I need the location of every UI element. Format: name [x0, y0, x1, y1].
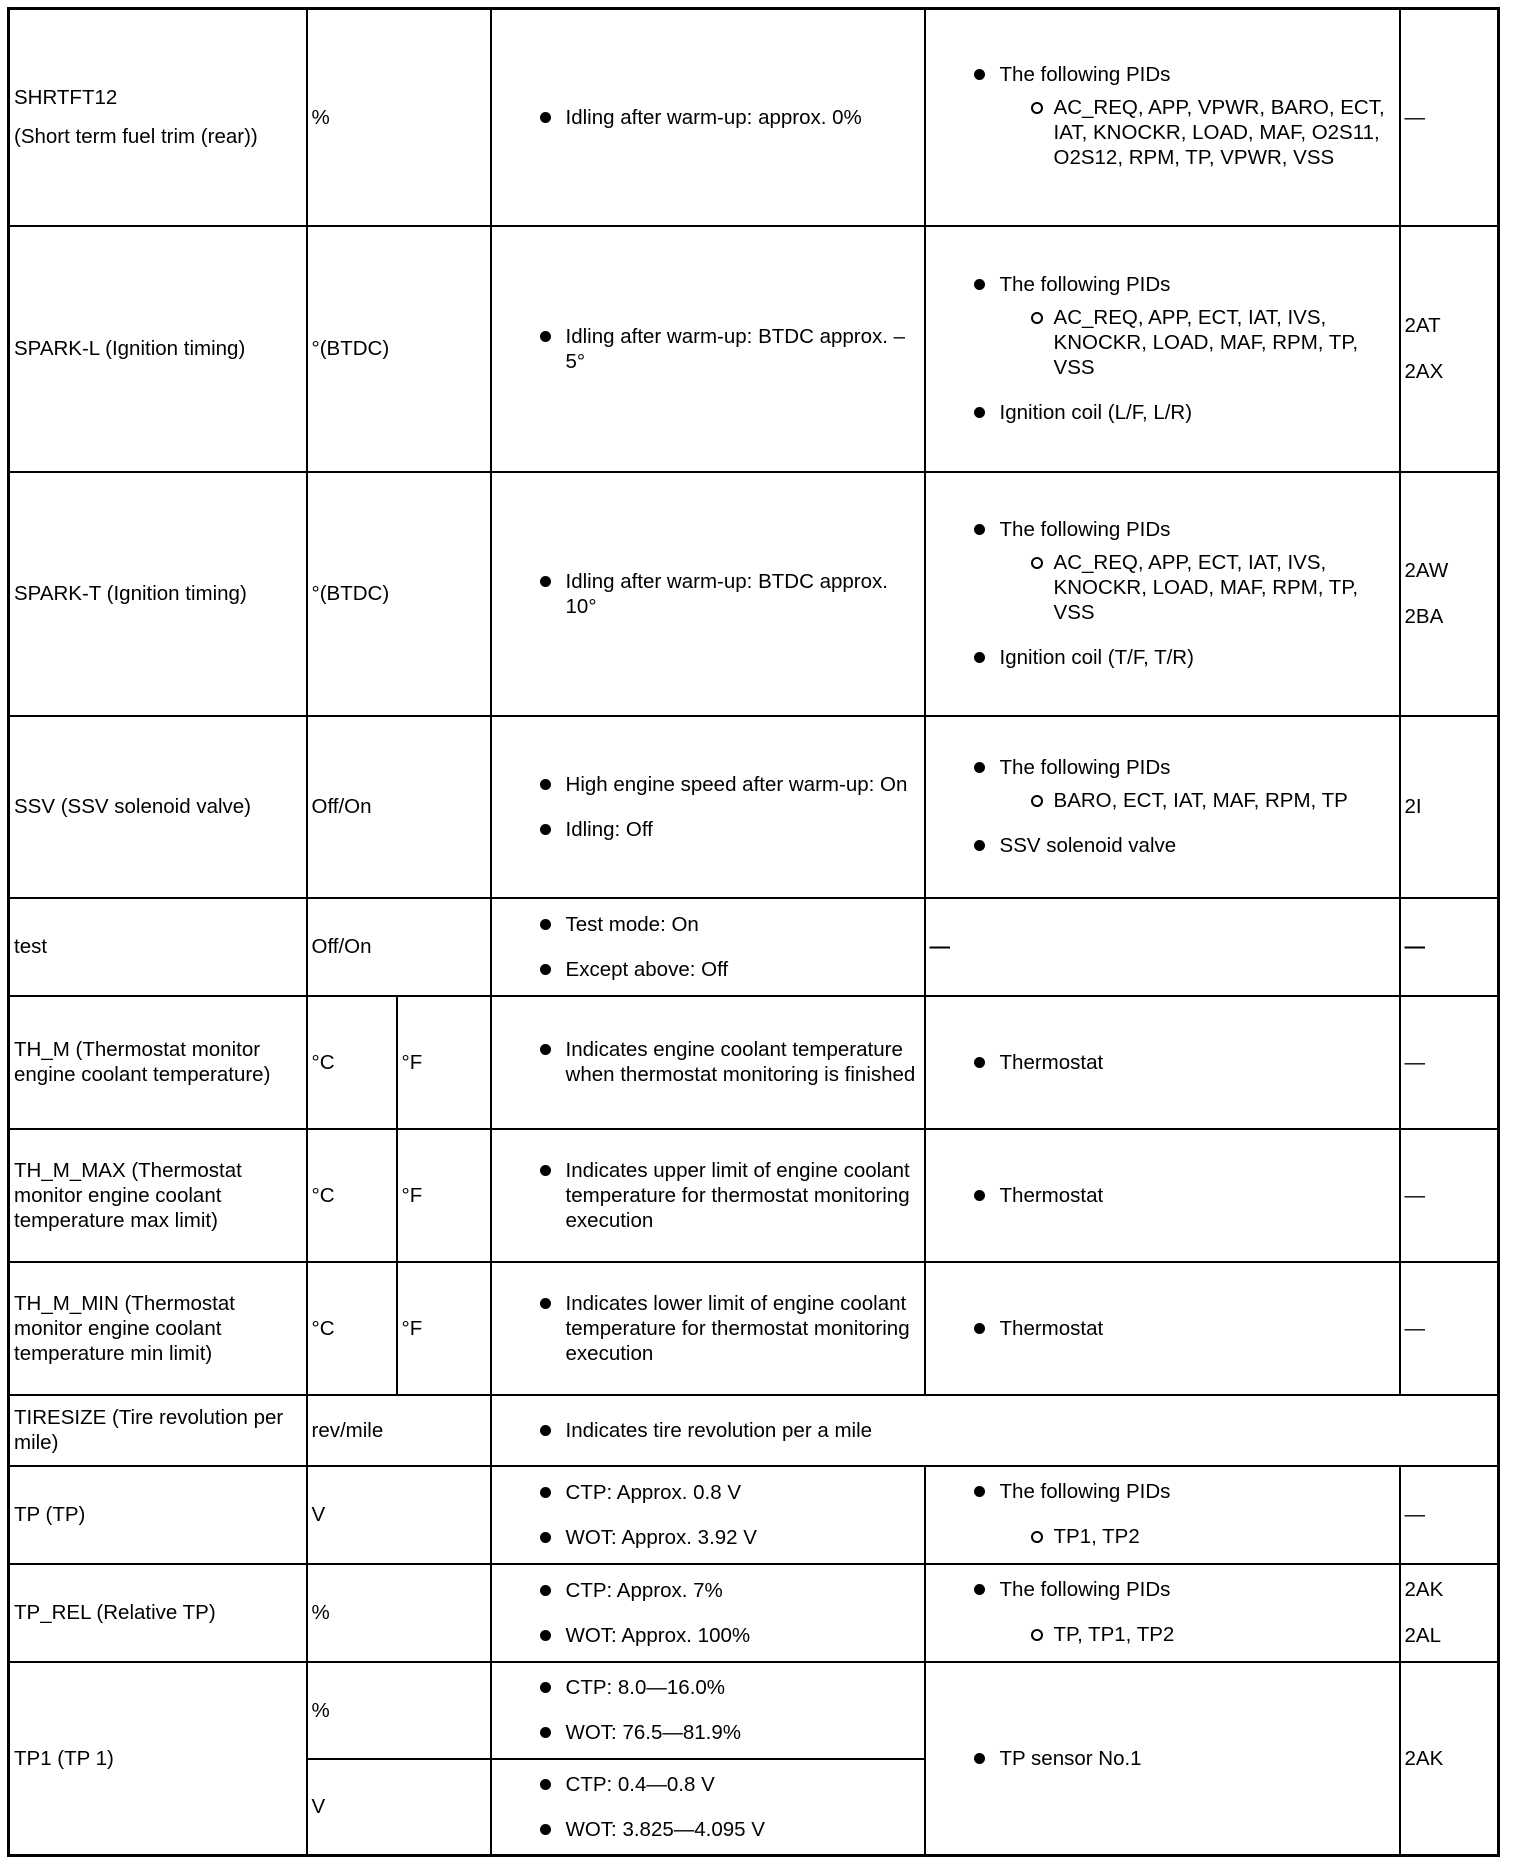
related-item: Ignition coil (L/F, L/R): [930, 400, 1395, 425]
pid-name: TH_M_MIN (Thermostat monitor engine coolant temperature min limit): [9, 1262, 307, 1395]
related-item: Ignition coil (T/F, T/R): [930, 645, 1395, 670]
condition-item: Indicates engine coolant temperature when thermostat monitoring is finished: [496, 1037, 920, 1087]
related-item: Thermostat: [930, 1183, 1395, 1208]
condition-item: Indicates tire revolution per a mile: [496, 1418, 1494, 1443]
condition-cell: [491, 1564, 925, 1662]
condition-cell: [491, 996, 925, 1129]
related-item: SSV solenoid valve: [930, 833, 1395, 858]
table-row: [9, 1129, 1499, 1262]
pid-name: TH_M_MAX (Thermostat monitor engine coolant temperature max limit): [9, 1129, 307, 1262]
reference-cell: —: [1400, 9, 1499, 226]
unit-cell: V: [307, 1759, 491, 1856]
condition-cell: [491, 1262, 925, 1395]
pid-name: SHRTFT12: [14, 86, 118, 110]
condition-item: WOT: Approx. 100%: [496, 1623, 920, 1648]
condition-cell: [491, 1395, 1499, 1466]
condition-item: WOT: 76.5—81.9%: [496, 1720, 920, 1745]
reference-code: 2AL: [1404, 1624, 1441, 1647]
reference-code: 2AX: [1404, 360, 1444, 383]
condition-cell: [491, 226, 925, 472]
related-subitem: AC_REQ, APP, ECT, IAT, IVS, KNOCKR, LOAD, MAF, RPM, TP, VSS: [930, 305, 1395, 380]
related-cell: [925, 1564, 1400, 1662]
pid-description: (Short term fuel trim (rear)): [14, 125, 258, 149]
condition-item: CTP: 8.0—16.0%: [496, 1675, 920, 1700]
related-subitem: TP, TP1, TP2: [930, 1622, 1395, 1647]
table-row: [9, 472, 1499, 716]
related-item: The following PIDs: [930, 1577, 1395, 1602]
related-cell: —: [925, 898, 1400, 996]
unit-fahrenheit-cell: °F: [397, 996, 491, 1129]
reference-cell: [1400, 226, 1499, 472]
related-subitem: TP1, TP2: [930, 1524, 1395, 1549]
related-cell: [925, 1466, 1400, 1564]
unit-cell: %: [307, 1662, 491, 1759]
unit-cell: %: [307, 1564, 491, 1662]
condition-item: Idling after warm-up: BTDC approx. 10°: [496, 569, 920, 619]
reference-cell: —: [1400, 1262, 1499, 1395]
related-subitem: AC_REQ, APP, VPWR, BARO, ECT, IAT, KNOCKR, LOAD, MAF, O2S11, O2S12, RPM, TP, VPWR, VSS: [930, 95, 1395, 170]
condition-cell: [491, 9, 925, 226]
reference-code: 2AT: [1404, 314, 1441, 337]
pid-table: [7, 7, 1500, 1857]
reference-cell: 2AK: [1400, 1662, 1499, 1856]
related-item: The following PIDs: [930, 755, 1395, 780]
unit-celsius-cell: °C: [307, 1262, 397, 1395]
reference-cell: —: [1400, 1129, 1499, 1262]
unit-cell: °(BTDC): [307, 472, 491, 716]
related-cell: [925, 226, 1400, 472]
condition-cell: [491, 1662, 925, 1759]
pid-name-cell: [9, 9, 307, 226]
pid-name: TP_REL (Relative TP): [9, 1564, 307, 1662]
table-row: [9, 1564, 1499, 1662]
reference-code: 2AK: [1404, 1578, 1444, 1601]
table-row: [9, 1662, 1499, 1759]
unit-cell: V: [307, 1466, 491, 1564]
condition-cell: [491, 1759, 925, 1856]
condition-item: WOT: 3.825—4.095 V: [496, 1817, 920, 1842]
related-item: The following PIDs: [930, 272, 1395, 297]
pid-name: TP1 (TP 1): [9, 1662, 307, 1856]
unit-cell: %: [307, 9, 491, 226]
table-row: [9, 226, 1499, 472]
condition-item: Except above: Off: [496, 957, 920, 982]
related-cell: [925, 472, 1400, 716]
condition-item: CTP: Approx. 0.8 V: [496, 1480, 920, 1505]
condition-item: Indicates upper limit of engine coolant temperature for thermostat monitoring execution: [496, 1158, 920, 1233]
condition-cell: [491, 898, 925, 996]
condition-item: Indicates lower limit of engine coolant temperature for thermostat monitoring execution: [496, 1291, 920, 1366]
reference-cell: —: [1400, 898, 1499, 996]
related-subitem: AC_REQ, APP, ECT, IAT, IVS, KNOCKR, LOAD, MAF, RPM, TP, VSS: [930, 550, 1395, 625]
pid-name: TP (TP): [9, 1466, 307, 1564]
pid-name: SPARK-L (Ignition timing): [9, 226, 307, 472]
unit-celsius-cell: °C: [307, 996, 397, 1129]
condition-cell: [491, 716, 925, 898]
reference-cell: 2I: [1400, 716, 1499, 898]
pid-name: TH_M (Thermostat monitor engine coolant temperature): [9, 996, 307, 1129]
table-row: [9, 1262, 1499, 1395]
related-cell: [925, 1129, 1400, 1262]
reference-code: 2BA: [1404, 605, 1444, 628]
reference-cell: —: [1400, 1466, 1499, 1564]
condition-item: High engine speed after warm-up: On: [496, 772, 920, 797]
condition-cell: [491, 1129, 925, 1262]
reference-cell: —: [1400, 996, 1499, 1129]
table-row: [9, 996, 1499, 1129]
condition-item: Test mode: On: [496, 912, 920, 937]
pid-name: SPARK-T (Ignition timing): [9, 472, 307, 716]
reference-cell: [1400, 1564, 1499, 1662]
unit-cell: rev/mile: [307, 1395, 491, 1466]
table-row: [9, 9, 1499, 226]
related-item: TP sensor No.1: [930, 1746, 1395, 1771]
reference-code: 2AW: [1404, 559, 1449, 582]
condition-item: Idling: Off: [496, 817, 920, 842]
related-subitem: BARO, ECT, IAT, MAF, RPM, TP: [930, 788, 1395, 813]
condition-cell: [491, 1466, 925, 1564]
condition-cell: [491, 472, 925, 716]
related-item: Thermostat: [930, 1316, 1395, 1341]
unit-celsius-cell: °C: [307, 1129, 397, 1262]
related-cell: [925, 996, 1400, 1129]
pid-name: TIRESIZE (Tire revolution per mile): [9, 1395, 307, 1466]
unit-fahrenheit-cell: °F: [397, 1129, 491, 1262]
related-item: The following PIDs: [930, 1479, 1395, 1504]
related-cell: [925, 716, 1400, 898]
related-item: The following PIDs: [930, 62, 1395, 87]
table-row: [9, 1395, 1499, 1466]
pid-name: test: [9, 898, 307, 996]
related-cell: [925, 1262, 1400, 1395]
condition-item: WOT: Approx. 3.92 V: [496, 1525, 920, 1550]
condition-item: Idling after warm-up: BTDC approx. –5°: [496, 324, 920, 374]
pid-name: SSV (SSV solenoid valve): [9, 716, 307, 898]
table-row: [9, 1466, 1499, 1564]
condition-item: CTP: Approx. 7%: [496, 1578, 920, 1603]
related-cell: [925, 9, 1400, 226]
unit-cell: Off/On: [307, 716, 491, 898]
unit-fahrenheit-cell: °F: [397, 1262, 491, 1395]
reference-cell: [1400, 472, 1499, 716]
table-row: [9, 898, 1499, 996]
related-item: Thermostat: [930, 1050, 1395, 1075]
related-item: The following PIDs: [930, 517, 1395, 542]
related-cell: [925, 1662, 1400, 1856]
condition-item: CTP: 0.4—0.8 V: [496, 1772, 920, 1797]
unit-cell: Off/On: [307, 898, 491, 996]
unit-cell: °(BTDC): [307, 226, 491, 472]
table-row: [9, 716, 1499, 898]
condition-item: Idling after warm-up: approx. 0%: [496, 105, 920, 130]
